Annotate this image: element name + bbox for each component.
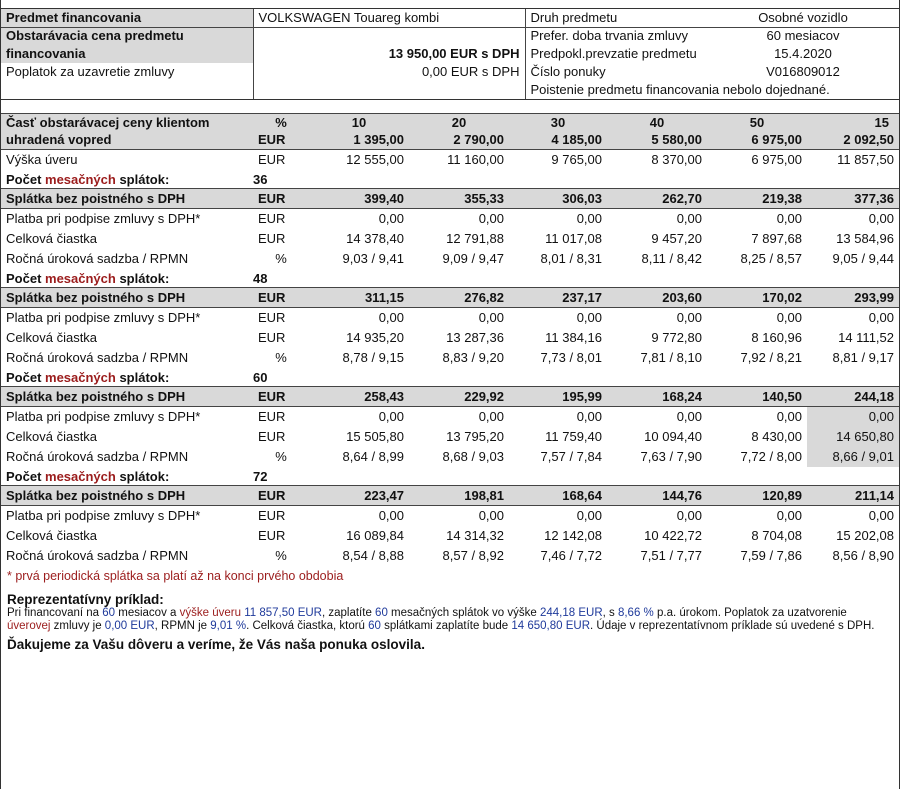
loan-value: 9 765,00 bbox=[551, 151, 602, 167]
installment-unit: EUR bbox=[253, 486, 309, 506]
signature-payment-value: 0,00 bbox=[478, 210, 504, 226]
interest-rate-value: 8,01 / 8,31 bbox=[540, 250, 602, 266]
installment-value: 377,36 bbox=[807, 189, 899, 209]
prepay-percent: 40 bbox=[607, 114, 707, 132]
loan-value: 11 160,00 bbox=[447, 151, 504, 167]
interest-rate-value: 9,09 / 9,47 bbox=[442, 250, 504, 266]
prepay-percent: 10 bbox=[309, 114, 409, 132]
interest-rate-row bbox=[1, 249, 899, 269]
months-label-text: Počet bbox=[6, 172, 46, 187]
total-amount-label: Celková čiastka bbox=[6, 230, 98, 246]
prepay-percent: 20 bbox=[409, 114, 509, 132]
installment-label: Splátka bez poistného s DPH bbox=[1, 486, 253, 506]
signature-payment-row bbox=[1, 506, 899, 526]
prepay-amount: 4 185,00 bbox=[509, 132, 607, 150]
poplatok-value: 0,00 EUR s DPH bbox=[253, 63, 525, 81]
installment-value: 140,50 bbox=[707, 387, 807, 407]
total-amount-value: 10 094,40 bbox=[644, 428, 702, 444]
total-amount-value: 13 584,96 bbox=[836, 230, 894, 246]
months-label-text: splátok: bbox=[115, 172, 170, 187]
interest-rate-value: 7,81 / 8,10 bbox=[640, 349, 702, 365]
footer bbox=[1, 566, 899, 652]
installment-value: 237,17 bbox=[509, 288, 607, 308]
total-amount-unit: EUR bbox=[258, 428, 286, 444]
rep-text: , RPMN je bbox=[154, 619, 211, 632]
interest-rate-label: Ročná úroková sadzba / RPMN bbox=[6, 448, 189, 464]
ponuka-label: Číslo ponuky bbox=[530, 64, 606, 79]
months-label-text: Počet bbox=[6, 469, 46, 484]
months-label-text: Počet bbox=[6, 370, 46, 385]
rep-text: . Údaje v reprezentatívnom príklade sú uvedené s DPH. bbox=[590, 619, 875, 632]
total-amount-value: 11 759,40 bbox=[545, 428, 602, 444]
total-amount-value: 13 287,36 bbox=[446, 329, 504, 345]
prepay-unit-percent: % bbox=[253, 114, 309, 132]
total-amount-row bbox=[1, 427, 899, 447]
total-amount-value: 15 202,08 bbox=[836, 527, 894, 543]
months-label-highlight: mesačných bbox=[45, 370, 116, 385]
installment-unit: EUR bbox=[253, 189, 309, 209]
signature-payment-value: 0,00 bbox=[807, 407, 899, 427]
installment-value: 311,15 bbox=[309, 288, 409, 308]
signature-payment-value: 0,00 bbox=[868, 507, 894, 523]
installment-unit: EUR bbox=[253, 288, 309, 308]
predmet-label: Predmet financovania bbox=[1, 9, 253, 27]
total-amount-unit: EUR bbox=[258, 329, 286, 345]
poistenie-note: Poistenie predmetu financovania nebolo dojednané. bbox=[525, 81, 899, 99]
total-amount-unit: EUR bbox=[258, 527, 286, 543]
prepay-amount: 6 975,00 bbox=[707, 132, 807, 150]
interest-rate-value: 7,63 / 7,90 bbox=[640, 448, 702, 464]
signature-payment-label: Platba pri podpise zmluvy s DPH* bbox=[6, 408, 201, 424]
total-amount-label: Celková čiastka bbox=[6, 329, 98, 345]
months-count: 72 bbox=[253, 469, 268, 484]
prepay-amount: 1 395,00 bbox=[309, 132, 409, 150]
loan-label: Výška úveru bbox=[6, 151, 78, 167]
interest-rate-value: 7,92 / 8,21 bbox=[740, 349, 802, 365]
loan-unit: EUR bbox=[258, 151, 286, 167]
thanks-message: Ďakujeme za Vašu dôveru a veríme, že Vás naša ponuka oslovila. bbox=[7, 636, 425, 652]
total-amount-value: 9 457,20 bbox=[651, 230, 702, 246]
interest-rate-label: Ročná úroková sadzba / RPMN bbox=[6, 349, 189, 365]
header-row-doba bbox=[1, 27, 899, 45]
signature-payment-value: 0,00 bbox=[676, 309, 702, 325]
interest-rate-value: 8,56 / 8,90 bbox=[832, 547, 894, 563]
prepay-percent: 30 bbox=[509, 114, 607, 132]
representative-example-title: Reprezentatívny príklad: bbox=[7, 591, 164, 607]
total-amount-value: 10 422,72 bbox=[644, 527, 702, 543]
installment-value: 244,18 bbox=[807, 387, 899, 407]
loan-row bbox=[1, 150, 899, 170]
signature-payment-value: 0,00 bbox=[776, 408, 802, 424]
total-amount-row bbox=[1, 526, 899, 546]
interest-rate-row bbox=[1, 546, 899, 566]
installment-row bbox=[1, 189, 899, 209]
interest-rate-label: Ročná úroková sadzba / RPMN bbox=[6, 250, 189, 266]
druh-value: Osobné vozidlo bbox=[707, 9, 899, 27]
total-amount-value: 8 430,00 bbox=[751, 428, 802, 444]
months-header-row bbox=[1, 467, 899, 486]
total-amount-row bbox=[1, 229, 899, 249]
rep-value: 60 bbox=[375, 606, 388, 619]
installments-body bbox=[1, 100, 899, 566]
installment-value: 258,43 bbox=[309, 387, 409, 407]
total-amount-value: 15 505,80 bbox=[346, 428, 404, 444]
signature-payment-unit: EUR bbox=[258, 507, 286, 523]
header-row-predmet bbox=[1, 9, 899, 27]
prepay-amount: 5 580,00 bbox=[607, 132, 707, 150]
interest-rate-value: 7,73 / 8,01 bbox=[540, 349, 602, 365]
interest-rate-value: 8,25 / 8,57 bbox=[740, 250, 802, 266]
installment-value: 355,33 bbox=[409, 189, 509, 209]
installment-value: 168,24 bbox=[607, 387, 707, 407]
signature-payment-value: 0,00 bbox=[478, 507, 504, 523]
months-label bbox=[1, 467, 253, 486]
rep-text: Pri financovaní na bbox=[7, 606, 103, 619]
interest-rate-value: 7,57 / 7,84 bbox=[540, 448, 602, 464]
ponuka-value: V016809012 bbox=[766, 64, 840, 79]
interest-rate-unit: % bbox=[275, 448, 287, 464]
signature-payment-label: Platba pri podpise zmluvy s DPH* bbox=[6, 210, 201, 226]
empty-cell bbox=[309, 269, 899, 288]
months-label-text: splátok: bbox=[115, 271, 170, 286]
empty-cell bbox=[253, 27, 525, 45]
signature-payment-value: 0,00 bbox=[868, 309, 894, 325]
rep-text: , s bbox=[602, 606, 618, 619]
signature-payment-label: Platba pri podpise zmluvy s DPH* bbox=[6, 507, 201, 523]
rep-text: splátkami zaplatíte bude bbox=[380, 619, 512, 632]
signature-payment-value: 0,00 bbox=[576, 210, 602, 226]
interest-rate-row bbox=[1, 447, 899, 467]
prepay-label-line2: uhradená vopred bbox=[1, 132, 253, 150]
interest-rate-value: 8,83 / 9,20 bbox=[442, 349, 504, 365]
interest-rate-value: 7,59 / 7,86 bbox=[740, 547, 802, 563]
signature-payment-row bbox=[1, 407, 899, 427]
loan-value: 11 857,50 bbox=[837, 151, 894, 167]
signature-payment-value: 0,00 bbox=[868, 210, 894, 226]
installment-row bbox=[1, 387, 899, 407]
loan-value: 6 975,00 bbox=[751, 151, 802, 167]
installment-label: Splátka bez poistného s DPH bbox=[1, 189, 253, 209]
total-amount-value: 11 017,08 bbox=[545, 230, 602, 246]
total-amount-value: 8 704,08 bbox=[751, 527, 802, 543]
header-row-poistenie bbox=[1, 81, 899, 99]
months-label-text: Počet bbox=[6, 271, 46, 286]
rep-value: 60 bbox=[368, 619, 381, 632]
installment-value: 144,76 bbox=[607, 486, 707, 506]
total-amount-value: 13 795,20 bbox=[446, 428, 504, 444]
total-amount-value: 14 111,52 bbox=[838, 329, 894, 345]
rep-text: p.a. úrokom. Poplatok za uzatvorenie bbox=[653, 606, 847, 619]
empty-cell bbox=[1, 81, 253, 99]
months-label bbox=[1, 170, 253, 189]
installment-value: 195,99 bbox=[509, 387, 607, 407]
installment-row bbox=[1, 486, 899, 506]
interest-rate-row bbox=[1, 348, 899, 368]
top-border bbox=[1, 0, 899, 9]
months-header-row bbox=[1, 368, 899, 387]
interest-rate-unit: % bbox=[275, 349, 287, 365]
header-row-prevzatie bbox=[1, 45, 899, 63]
signature-payment-value: 0,00 bbox=[676, 210, 702, 226]
installment-value: 276,82 bbox=[409, 288, 509, 308]
total-amount-value: 12 142,08 bbox=[544, 527, 602, 543]
interest-rate-value: 8,78 / 9,15 bbox=[342, 349, 404, 365]
total-amount-value: 8 160,96 bbox=[751, 329, 802, 345]
empty-cell bbox=[309, 467, 899, 486]
rep-text: mesiacov a bbox=[115, 606, 180, 619]
predmet-value: VOLKSWAGEN Touareg kombi bbox=[253, 9, 525, 27]
installment-value: 203,60 bbox=[607, 288, 707, 308]
cena-label-line1: Obstarávacia cena predmetu bbox=[1, 27, 253, 45]
signature-payment-value: 0,00 bbox=[378, 507, 404, 523]
signature-payment-value: 0,00 bbox=[478, 408, 504, 424]
months-label bbox=[1, 368, 253, 387]
loan-value: 8 370,00 bbox=[651, 151, 702, 167]
prevzatie-value: 15.4.2020 bbox=[774, 46, 832, 61]
total-amount-value: 14 378,40 bbox=[346, 230, 404, 246]
installment-value: 306,03 bbox=[509, 189, 607, 209]
months-label-text: splátok: bbox=[115, 469, 170, 484]
cena-value: 13 950,00 EUR s DPH bbox=[253, 45, 525, 63]
total-amount-value: 16 089,84 bbox=[346, 527, 404, 543]
interest-rate-label: Ročná úroková sadzba / RPMN bbox=[6, 547, 189, 563]
signature-payment-value: 0,00 bbox=[378, 309, 404, 325]
signature-payment-label: Platba pri podpise zmluvy s DPH* bbox=[6, 309, 201, 325]
interest-rate-value: 7,72 / 8,00 bbox=[740, 448, 802, 464]
total-amount-value: 14 935,20 bbox=[346, 329, 404, 345]
signature-payment-value: 0,00 bbox=[576, 309, 602, 325]
rep-text: . Celková čiastka, ktorú bbox=[246, 619, 369, 632]
signature-payment-value: 0,00 bbox=[378, 408, 404, 424]
installment-value: 262,70 bbox=[607, 189, 707, 209]
rep-text: , zaplatíte bbox=[321, 606, 376, 619]
doba-label: Prefer. doba trvania zmluvy bbox=[530, 28, 689, 44]
installment-value: 170,02 bbox=[707, 288, 807, 308]
total-amount-value: 14 314,32 bbox=[446, 527, 504, 543]
installment-value: 168,64 bbox=[509, 486, 607, 506]
interest-rate-unit: % bbox=[275, 547, 287, 563]
months-label-highlight: mesačných bbox=[45, 271, 116, 286]
total-amount-label: Celková čiastka bbox=[6, 428, 98, 444]
interest-rate-value: 8,54 / 8,88 bbox=[342, 547, 404, 563]
rep-value: 14 650,80 EUR bbox=[511, 619, 590, 632]
installment-value: 120,89 bbox=[707, 486, 807, 506]
installment-value: 198,81 bbox=[409, 486, 509, 506]
installment-value: 229,92 bbox=[409, 387, 509, 407]
prevzatie-label: Predpokl.prevzatie predmetu bbox=[530, 46, 697, 61]
signature-payment-value: 0,00 bbox=[478, 309, 504, 325]
rep-value: 0,00 EUR bbox=[104, 619, 155, 632]
rep-value: 11 857,50 EUR bbox=[244, 606, 322, 619]
loan-value: 12 555,00 bbox=[346, 151, 404, 167]
offer-header-table bbox=[1, 9, 899, 100]
total-amount-label: Celková čiastka bbox=[6, 527, 98, 543]
total-amount-row bbox=[1, 328, 899, 348]
months-label-text: splátok: bbox=[115, 370, 170, 385]
total-amount-value: 12 791,88 bbox=[446, 230, 504, 246]
installment-value: 399,40 bbox=[309, 189, 409, 209]
druh-label: Druh predmetu bbox=[525, 9, 707, 27]
rep-value: 8,66 % bbox=[617, 606, 654, 619]
header-row-poplatok bbox=[1, 63, 899, 81]
empty-cell bbox=[309, 170, 899, 189]
months-header-row bbox=[1, 269, 899, 288]
installments-table bbox=[1, 100, 899, 566]
prepay-label-line1: Časť obstarávacej ceny klientom bbox=[1, 114, 253, 132]
prepay-percent: 15 bbox=[807, 114, 899, 132]
installment-row bbox=[1, 288, 899, 308]
total-amount-value: 11 384,16 bbox=[545, 329, 602, 345]
interest-rate-value: 7,51 / 7,77 bbox=[640, 547, 702, 563]
months-label-highlight: mesačných bbox=[45, 469, 116, 484]
representative-example-text bbox=[7, 607, 893, 633]
signature-payment-value: 0,00 bbox=[576, 507, 602, 523]
prepay-row-amount bbox=[1, 132, 899, 150]
rep-text: mesačných splátok vo výške bbox=[387, 606, 540, 619]
rep-highlight: výške úveru bbox=[179, 606, 241, 619]
interest-rate-value: 9,05 / 9,44 bbox=[832, 250, 894, 266]
interest-rate-value: 8,64 / 8,99 bbox=[342, 448, 404, 464]
months-label-highlight: mesačných bbox=[45, 172, 116, 187]
months-count: 48 bbox=[253, 271, 268, 286]
total-amount-value: 14 650,80 bbox=[807, 427, 899, 447]
installment-value: 293,99 bbox=[807, 288, 899, 308]
installment-value: 223,47 bbox=[309, 486, 409, 506]
signature-payment-value: 0,00 bbox=[676, 408, 702, 424]
signature-payment-unit: EUR bbox=[258, 309, 286, 325]
interest-rate-value: 7,46 / 7,72 bbox=[540, 547, 602, 563]
signature-payment-value: 0,00 bbox=[776, 210, 802, 226]
rep-text: zmluvy je bbox=[50, 619, 105, 632]
installment-value: 211,14 bbox=[807, 486, 899, 506]
signature-payment-unit: EUR bbox=[258, 210, 286, 226]
prepay-amount: 2 790,00 bbox=[409, 132, 509, 150]
total-amount-value: 9 772,80 bbox=[651, 329, 702, 345]
installment-label: Splátka bez poistného s DPH bbox=[1, 288, 253, 308]
months-count: 36 bbox=[253, 172, 268, 187]
signature-payment-row bbox=[1, 209, 899, 229]
signature-payment-value: 0,00 bbox=[776, 507, 802, 523]
prepay-percent: 50 bbox=[707, 114, 807, 132]
interest-rate-value: 8,66 / 9,01 bbox=[807, 447, 899, 467]
signature-payment-value: 0,00 bbox=[676, 507, 702, 523]
rep-value: 9,01 % bbox=[210, 619, 247, 632]
doba-value: 60 mesiacov bbox=[766, 28, 840, 44]
months-label bbox=[1, 269, 253, 288]
total-amount-unit: EUR bbox=[258, 230, 286, 246]
interest-rate-value: 8,81 / 9,17 bbox=[832, 349, 894, 365]
cena-label-line2: financovania bbox=[1, 45, 253, 63]
interest-rate-value: 9,03 / 9,41 bbox=[342, 250, 404, 266]
interest-rate-unit: % bbox=[275, 250, 287, 266]
spacer-row bbox=[1, 100, 899, 114]
interest-rate-value: 8,68 / 9,03 bbox=[442, 448, 504, 464]
installment-unit: EUR bbox=[253, 387, 309, 407]
prepay-unit-eur: EUR bbox=[253, 132, 309, 150]
prepay-amount: 2 092,50 bbox=[807, 132, 899, 150]
footnote: * prvá periodická splátka sa platí až na konci prvého obdobia bbox=[7, 568, 344, 583]
empty-cell bbox=[309, 368, 899, 387]
rep-value: 60 bbox=[102, 606, 116, 619]
signature-payment-row bbox=[1, 308, 899, 328]
signature-payment-unit: EUR bbox=[258, 408, 286, 424]
signature-payment-value: 0,00 bbox=[776, 309, 802, 325]
signature-payment-value: 0,00 bbox=[378, 210, 404, 226]
installment-label: Splátka bez poistného s DPH bbox=[1, 387, 253, 407]
poplatok-label: Poplatok za uzavretie zmluvy bbox=[1, 63, 253, 81]
interest-rate-value: 8,11 / 8,42 bbox=[641, 250, 702, 266]
interest-rate-value: 8,57 / 8,92 bbox=[442, 547, 504, 563]
rep-value: 244,18 EUR bbox=[539, 606, 603, 619]
rep-highlight: úverovej bbox=[7, 619, 51, 632]
prepay-row-percent bbox=[1, 114, 899, 132]
total-amount-value: 7 897,68 bbox=[751, 230, 802, 246]
months-count: 60 bbox=[253, 370, 268, 385]
installment-value: 219,38 bbox=[707, 189, 807, 209]
empty-cell bbox=[253, 81, 525, 99]
signature-payment-value: 0,00 bbox=[576, 408, 602, 424]
months-header-row bbox=[1, 170, 899, 189]
